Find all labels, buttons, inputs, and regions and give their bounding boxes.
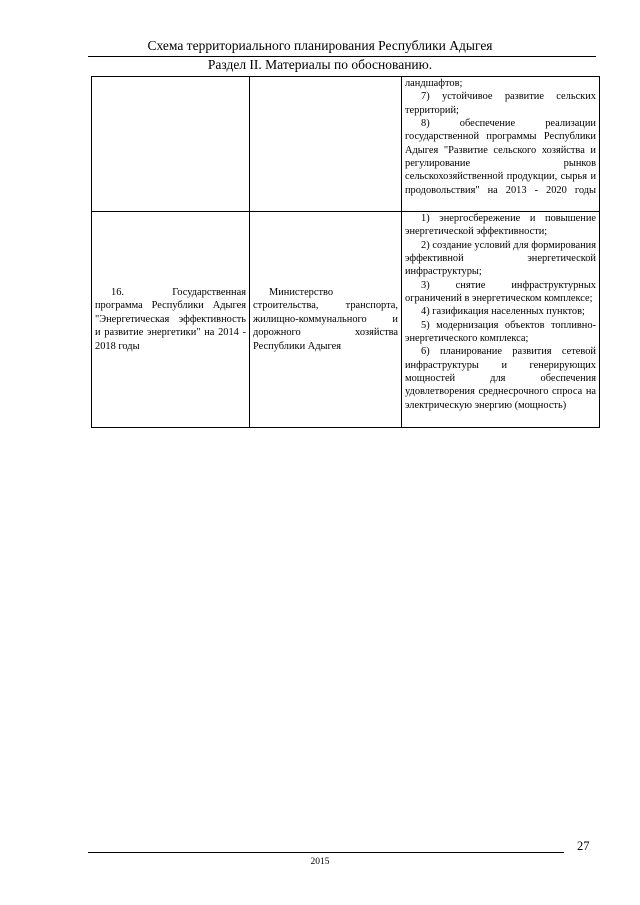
programs-table [91, 76, 600, 428]
document-header-title: Схема территориального планирования Республики Адыгея [147, 38, 493, 53]
table-cell-responsible [250, 212, 402, 428]
program-name: 16. Государственная программа Республики Адыгея "Энергетическая эффективность и развитие энергетики" на 2014 - 2018 годы [95, 287, 246, 352]
table-cell-tasks [402, 212, 600, 428]
task-item: 2) создание условий для формирования эффективной энергетической инфраструктуры; [405, 239, 596, 278]
responsible-body: Министерство строительства, транспорта, жилищно-коммунального и дорожного хозяйства Республики Адыгея [253, 287, 398, 352]
table-cell-program [92, 212, 250, 428]
table-row [92, 212, 600, 428]
task-item: 7) устойчивое развитие сельских территорий; [405, 91, 596, 116]
footer-year: 2015 [310, 857, 330, 867]
task-item: 5) модернизация объектов топливно-энергетического комплекса; [405, 319, 596, 345]
task-item: 3) снятие инфраструктурных ограничений в энергетическом комплексе; [405, 279, 596, 305]
table-row [92, 77, 600, 212]
task-item: 1) энергосбережение и повышение энергетической эффективности; [405, 213, 596, 238]
footer-rule [88, 852, 564, 853]
task-item: 4) газификация населенных пунктов; [421, 306, 585, 318]
table-cell-responsible [250, 77, 402, 212]
table-cell-program [92, 77, 250, 212]
task-list [402, 212, 599, 412]
table-cell-tasks [402, 77, 600, 212]
page-number: 27 [577, 839, 590, 853]
task-item: ландшафтов; [405, 78, 463, 89]
task-list [402, 77, 599, 197]
task-item: 8) обеспечение реализации государственной программы Республики Адыгея "Развитие сельского хозяйства и регулирование рынков сельскохозяйственной продукции, сырья и продовольствия" на 2013 - 2020 годы [405, 118, 596, 196]
document-header-subtitle: Раздел II. Материалы по обоснованию. [207, 57, 433, 72]
task-item: 6) планирование развития сетевой инфраструктуры и генерирующих мощностей для обеспечения удовлетворения среднесрочного спроса на электрическую энергию (мощность) [405, 346, 596, 411]
